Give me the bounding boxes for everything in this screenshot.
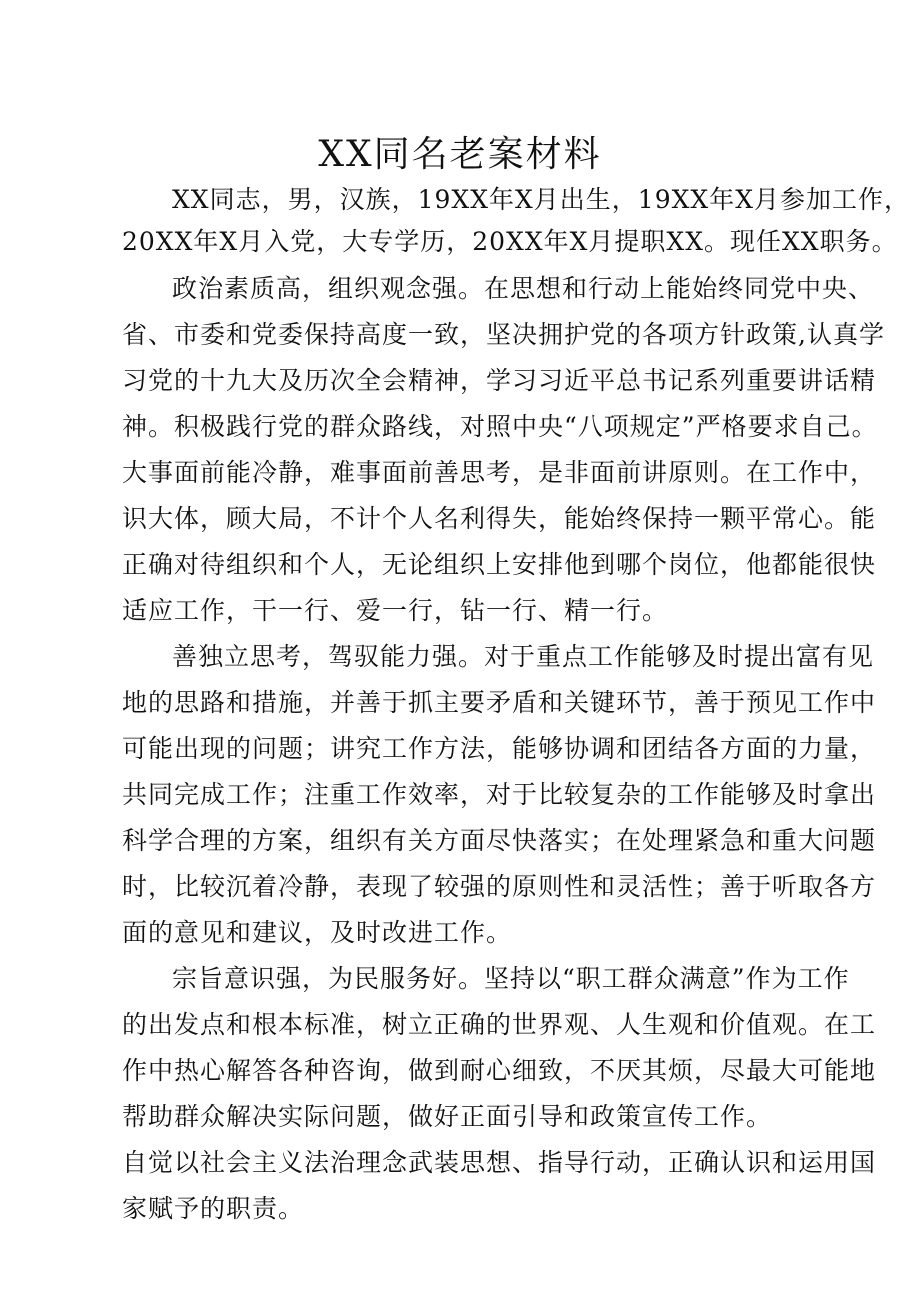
text-line: 作中热心解答各种咨询，做到耐心细致，不厌其烦，尽最大可能地 [122, 1056, 877, 1085]
text-line: 可能出现的问题；讲究工作方法，能够协调和团结各方面的力量， [122, 734, 877, 763]
text-line: 识大体，顾大局，不计个人名利得失，能始终保持一颗平常心。能 [122, 504, 877, 533]
text-line: 帮助群众解决实际问题，做好正面引导和政策宣传工作。 [122, 1102, 773, 1131]
text-line: 适应工作，干一行、爱一行，钻一行、精一行。 [122, 596, 669, 625]
text-line: 家赋予的职责。 [122, 1194, 305, 1223]
text-line: 宗旨意识强，为民服务好。坚持以“职工群众满意”作为工作 [172, 964, 850, 993]
text-line: 科学合理的方案，组织有关方面尽快落实；在处理紧急和重大问题 [122, 826, 877, 855]
text-line: 共同完成工作；注重工作效率，对于比较复杂的工作能够及时拿出 [122, 780, 877, 809]
text-line: 大事面前能冷静，难事面前善思考，是非面前讲原则。在工作中， [122, 458, 877, 487]
text-line: 省、市委和党委保持高度一致，坚决拥护党的各项方针政策,认真学 [122, 320, 885, 349]
text-line: 习党的十九大及历次全会精神，学习习近平总书记系列重要讲话精 [122, 366, 877, 395]
text-line: 时，比较沉着冷静，表现了较强的原则性和灵活性；善于听取各方 [122, 872, 877, 901]
text-line: 善独立思考，驾驭能力强。对于重点工作能够及时提出富有见 [172, 642, 875, 671]
document-title: XX同名老案材料 [318, 134, 602, 175]
text-line: 20XX年X月入党，大专学历，20XX年X月提职XX。现任XX职务。 [122, 227, 898, 256]
text-line: 地的思路和措施，并善于抓主要矛盾和关键环节，善于预见工作中 [122, 688, 877, 717]
text-line: XX同志，男，汉族，19XX年X月出生，19XX年X月参加工作， [172, 185, 911, 214]
text-line: 自觉以社会主义法治理念武装思想、指导行动，正确认识和运用国 [122, 1148, 877, 1177]
text-line: 正确对待组织和个人，无论组织上安排他到哪个岗位，他都能很快 [122, 550, 877, 579]
text-line: 神。积极践行党的群众路线，对照中央“八项规定”严格要求自己。 [122, 412, 878, 441]
text-line: 面的意见和建议，及时改进工作。 [122, 918, 513, 947]
text-line: 政治素质高，组织观念强。在思想和行动上能始终同党中央、 [172, 274, 875, 303]
text-line: 的出发点和根本标准，树立正确的世界观、人生观和价值观。在工 [122, 1010, 877, 1039]
